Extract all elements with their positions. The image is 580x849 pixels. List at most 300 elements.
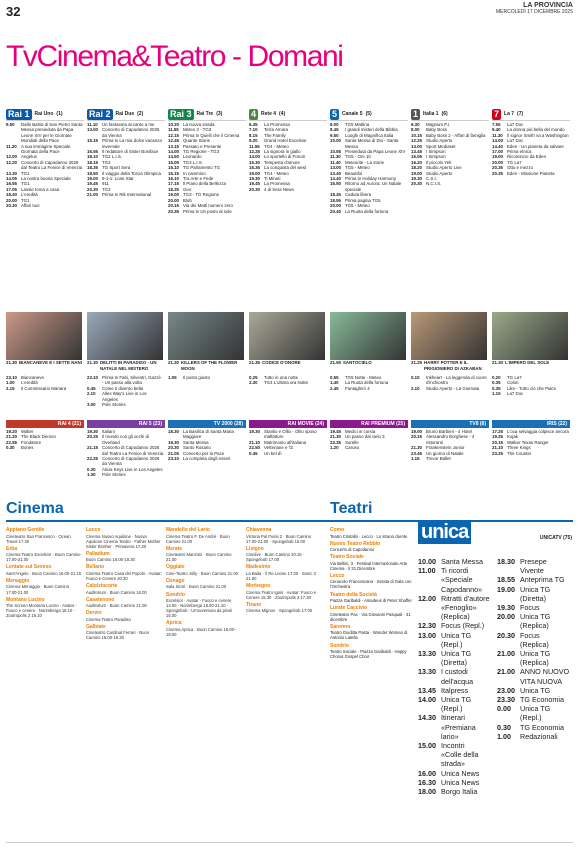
program-time: 19.30 (87, 429, 98, 434)
theatre-listing: Via Bellini, 3 · Festival Internazionale Arte Cinema · Il 31 Dicembre (330, 560, 408, 571)
subchannel-number: (24) (315, 421, 324, 427)
program-title: Come ti divento bella (102, 385, 144, 391)
unica-row (418, 778, 493, 787)
unica-row (418, 631, 493, 649)
program-time: 20.35 (492, 165, 503, 171)
venue-town: Montano Lucino (6, 596, 45, 603)
venue-listing: Cinema Mignon · Spongebob 17.00 (246, 608, 313, 614)
program-time: 14.00 (249, 154, 260, 160)
program-time: 12.00 (6, 154, 17, 160)
program-list (6, 429, 84, 451)
channel-name: La 7 (504, 111, 515, 117)
highlight-title: HARRY POTTER E IL PRIGIONIERO DI AZKABAN (424, 360, 482, 371)
venue-listing: Cinema Teatro Paradiso (86, 616, 131, 622)
program-title: TG1 (21, 170, 30, 176)
channel-name: Rai Due (115, 111, 135, 117)
highlight-time: 21.35 (249, 360, 260, 365)
program-time: 11.55 (249, 143, 260, 149)
unica-time: 19.30 (497, 603, 515, 613)
program-time: 23.10 (87, 375, 98, 380)
program-time: 19.25 (492, 434, 503, 440)
unica-program: «Fenoglio» (Replica) (441, 603, 477, 622)
cinema-column (6, 525, 82, 618)
program-title: A sua immagine Speciale Giornata della Pace (21, 143, 71, 155)
program-row (411, 181, 489, 186)
program-list (6, 122, 84, 209)
program-time: 23.45 (411, 450, 422, 456)
program-title: Via dei Matti numero zero (183, 203, 233, 209)
theatre-listing: Teatro Cristallo · Lecco · Lo strano cliente (330, 533, 408, 539)
program-time: 15.15 (168, 170, 179, 176)
program-title: Leonardo (183, 154, 202, 160)
program-title: TG2 (102, 159, 111, 165)
cinema-column (166, 525, 242, 637)
highlight-photo (6, 312, 82, 360)
program-time: 18.35 (87, 165, 98, 171)
highlight-time: 21.30 (492, 360, 503, 365)
unica-time: 12.00 (418, 593, 436, 603)
program-time: 6.45 (249, 122, 258, 127)
subchannel-number: (22) (558, 421, 567, 427)
program-title: I grandi misteri della Bibbia (345, 127, 398, 133)
program-time: 19.30 (411, 176, 422, 182)
channel-number: (3) (216, 111, 223, 117)
program-title: Caruso (345, 445, 360, 451)
paper-name: LA PROVINCIA (523, 2, 573, 9)
program-title: La compieta degli esseri (183, 456, 231, 462)
unica-logo: unica (418, 521, 471, 544)
late-program-list (411, 375, 487, 391)
program-row (87, 402, 163, 407)
footer-rule (6, 842, 573, 843)
program-title: TG4 - Meteo (264, 170, 289, 176)
theatre-listing: Teatro Giuditta Pasta · Wonder Woman di Antonio Latella (330, 630, 408, 641)
unica-program: I custodi dell'acqua (441, 667, 474, 686)
program-list (249, 122, 327, 192)
unica-program: Unica TG (Repl.) (520, 704, 551, 723)
program-time: 1.05 (168, 375, 177, 380)
program-time: 13.00 (87, 127, 98, 133)
venue-town: Tirano (246, 601, 262, 608)
program-title: Frankenstein Junior (426, 445, 465, 451)
program-title: Beautiful (345, 170, 363, 176)
channel-logo: 7 (494, 108, 500, 119)
channel-logo: Rai 3 (170, 108, 192, 119)
program-time: 19.00 (411, 429, 422, 434)
program-title: C.S.I. (426, 176, 437, 182)
page-number: 32 (6, 4, 21, 19)
program-title: The Family (264, 132, 286, 138)
program-title: Un fantasma accanto a me (102, 122, 155, 127)
program-time: 0.25 (249, 375, 258, 380)
unica-column (418, 557, 493, 796)
unica-row (497, 658, 572, 667)
highlight-program (87, 360, 163, 371)
program-title: TG5 - Meteo (345, 203, 370, 209)
program-title: Vetteriane e 'l2 (264, 445, 293, 451)
program-list (492, 122, 570, 176)
program-row (492, 451, 570, 456)
venue-town: Sondrio (166, 591, 185, 598)
program-row (411, 434, 489, 445)
program-title: Medici in corsia (345, 429, 376, 434)
program-row (492, 391, 568, 396)
program-title: La7 Doc (507, 138, 524, 144)
program-title: Geo (183, 186, 192, 192)
venue-town: Erba (6, 545, 18, 552)
program-title: La conquista del west (264, 165, 307, 171)
venue-listing: Cinema Aprica · Buon Camino 16.00-18.00 (166, 626, 236, 638)
program-time: 0.10 (411, 375, 420, 380)
venue-listing: Cinema Menaggio · Buon Camino 17.00-21.00 (6, 584, 70, 595)
unica-program: TG Economia (520, 695, 564, 705)
unica-row (418, 741, 493, 750)
venue-listing: Sant'Angelo · Buon Camino 16.00-21.15 (6, 570, 82, 576)
program-title: Il piccolo Yeti (426, 159, 452, 165)
program-title: TG5 - Meteo (345, 165, 370, 171)
venue-listing: Sala Sirori · Buon Camino 21.00 (166, 584, 227, 590)
program-time: 23.10 (6, 375, 17, 380)
program-time: 18.55 (330, 197, 341, 203)
venue-listing: Cinema Teatro Ignis · Avatar: Fuoco e Cenere 15.30 · Zootropolis 2 17.30 (246, 589, 317, 600)
cinema-listings (6, 525, 324, 830)
program-row (249, 380, 325, 385)
subchannel-header (492, 420, 570, 428)
program-time: 1.30 (87, 472, 96, 478)
program-title: Biancaneve (21, 375, 44, 380)
program-title: La7 Doc (507, 122, 524, 127)
program-time: 14.05 (6, 176, 17, 182)
program-title: La Promessa (264, 181, 290, 187)
theatre-name: Lurate Caccivio (330, 605, 368, 612)
theatre-listing: Piazza Garibaldi · Amadeus di Peter Shaffer (330, 598, 412, 604)
theatre-name: Saronno (330, 623, 351, 630)
program-title: Il viaggio della Torcia Olimpica (102, 170, 161, 176)
program-title: Ritorno ad Aurora: Un Natale speciale (345, 181, 402, 192)
program-title: La nuova strada (183, 122, 215, 127)
program-time: 1.00 (6, 380, 15, 386)
program-time: 9.20 (249, 138, 258, 144)
theatre-name: Como (330, 527, 345, 533)
program-title: Trevor Ballet (426, 456, 451, 462)
program-title: Eden - Missione Pianeta (507, 170, 555, 176)
program-time: 10.00 (330, 138, 341, 144)
subchannel-header (6, 420, 84, 428)
program-time: 12.45 (168, 138, 179, 144)
program-title: L'eredità (21, 192, 38, 198)
unica-program: Incontri (441, 741, 465, 751)
program-title: Colori (507, 380, 519, 386)
venue-listing: La Baita · Il Re Leone 17.00 · Sonic 3 21.00 (246, 570, 316, 581)
program-time: 9.40 (492, 127, 501, 133)
program-title: Santa Messa di Dio - Santa Messa (345, 138, 399, 149)
unica-time: 16.00 (418, 768, 436, 778)
unica-row (497, 723, 572, 732)
subchannel-header (168, 420, 246, 428)
highlight-photo (411, 312, 487, 360)
venue-town: Madesimo (246, 564, 271, 571)
program-title: Italiani (102, 429, 115, 434)
cinema-heading: Cinema (6, 500, 64, 517)
program-title: La nostra buona Speciale (21, 176, 71, 182)
program-title: Inkheart - La leggenda di cuore d'inchiostro (426, 375, 487, 386)
unica-time (418, 723, 441, 741)
channel-header (249, 108, 327, 121)
unica-time (418, 575, 441, 593)
program-title: Santo Rosario (183, 445, 211, 451)
program-time: 1.40 (330, 380, 339, 386)
unica-program: Focus (520, 630, 540, 640)
unica-program: (Diretta) (441, 658, 467, 668)
subchannel-column (330, 420, 408, 505)
venue-listing: Buon Camino 16.00-18.30 (86, 557, 135, 563)
highlight-title: CODICE D'ONORE (262, 360, 301, 365)
program-title: Alessandro Borghese - 4 ristoranti (426, 434, 475, 445)
unica-program: «Colle della strada» (441, 750, 479, 769)
program-time: 20.15 (411, 434, 422, 440)
unica-program: Unica TG (Repl.) (441, 695, 472, 714)
program-time: 20.15 (168, 203, 179, 209)
program-title: Alicia Keys Live in Los Angeles (102, 466, 163, 472)
program-time: 8.00 (330, 122, 339, 127)
unica-row (497, 557, 572, 575)
program-time: 11.55 (168, 127, 179, 133)
program-title: 911 (102, 181, 109, 187)
unica-program: TG Economia (520, 722, 564, 732)
program-title: Prima tv La mia dolce vacanza invernale (102, 138, 162, 149)
program-title: Tutto in una notte (264, 375, 299, 380)
program-time: 7.55 (492, 122, 501, 127)
unica-row (418, 713, 493, 722)
theatre-listing: Cenacolo Francescano · Serata di Gala con l'Orchestra (330, 579, 412, 590)
program-title: Walker Texas Ranger (507, 439, 549, 445)
unica-row (497, 649, 572, 658)
program-row (168, 456, 246, 461)
highlight-photo (330, 312, 406, 360)
teatri-heading: Teatri (330, 500, 373, 517)
channel-header (168, 108, 246, 121)
program-row (330, 445, 408, 450)
program-list (330, 122, 408, 214)
unica-time (497, 621, 520, 630)
highlight-title: SANTOCIELO (343, 360, 372, 365)
venue-town: Oggiate (166, 564, 185, 571)
unica-row (497, 612, 572, 621)
program-title: Studio Aperto - La Giornata (426, 385, 480, 391)
unica-time (497, 594, 520, 603)
channel-header (411, 108, 489, 121)
program-title: Otto e mezzo (507, 165, 534, 171)
theatre-listing: Cineteatro Pax · Via Giovanni Pasquali · 31 dicembre (330, 611, 411, 622)
program-time: 20.30 (249, 186, 260, 192)
cinema-column (246, 525, 322, 613)
program-time: 21.15 (87, 445, 98, 451)
highlight-time: 21.30 (168, 360, 179, 365)
program-time: 0.35 (492, 380, 501, 386)
unica-row (418, 658, 493, 667)
program-title: Lassie torna a casa (21, 186, 60, 192)
program-title: La Promessa (264, 122, 290, 127)
program-row (87, 375, 163, 386)
program-title: Il posto giusto (183, 375, 211, 380)
venue-town: Appiano Gentile (6, 527, 45, 533)
unica-row (418, 695, 493, 713)
unica-time: 14.30 (418, 713, 436, 723)
unica-time: 12.30 (418, 621, 436, 631)
subchannel-column (492, 420, 570, 505)
page-title: TvCinema&Teatro - Domani (6, 40, 343, 73)
unica-time: 15.00 (418, 741, 436, 751)
program-title: Santa Messa (183, 439, 209, 445)
channel-number: (2) (137, 111, 144, 117)
subchannel-header (249, 420, 327, 428)
program-time: 21.30 (330, 434, 341, 440)
program-title: Passato e Presente (183, 143, 222, 149)
subchannel-header (411, 420, 489, 428)
late-program-list (168, 375, 244, 380)
program-title: Prima tv Un posto al sole (183, 208, 232, 214)
venue-town: Menaggio (6, 577, 30, 584)
program-title: The Black Demon (21, 434, 56, 440)
program-time: 8.00 (411, 127, 420, 133)
unica-time: 16.30 (418, 777, 436, 787)
program-time: 21.00 (87, 192, 98, 198)
program-time: 0.30 (87, 466, 96, 472)
program-title: Studio Aperto (426, 170, 453, 176)
program-list (492, 429, 570, 456)
unica-time: 19.00 (497, 584, 515, 594)
program-title: Matrimonio all'italiana (264, 439, 307, 445)
program-title: Presieduta da Papa Leone XIV (345, 149, 406, 155)
program-title: TG4 L'ultima ora Notte (264, 380, 309, 386)
program-time: 7.10 (249, 127, 258, 133)
unica-time: 21.00 (497, 649, 515, 659)
venue-listing: Auditorium · Buon Camino 21.00 (86, 603, 147, 609)
program-time: 19.20 (6, 429, 17, 434)
program-time: 2.15 (6, 385, 15, 391)
venue-listing: Cinema Teatro Excelsior · Buon Camino 17.00-21.00 (6, 552, 81, 563)
highlight-title: BIANCANEVE E I SETTE NANI (19, 360, 82, 365)
program-title: Il Piano della Bellezza (183, 181, 226, 187)
program-title: Studio Aperto (426, 138, 453, 144)
program-title: TG Sport Sera (102, 165, 131, 171)
program-time: 20.00 (168, 197, 179, 203)
venue-town: Aprica (166, 620, 182, 627)
venue-town: Mandello del Lario (166, 527, 210, 533)
subchannel-number: (28) (234, 421, 243, 427)
program-title: 4 di Sera News (264, 186, 294, 192)
unica-program: Unica TG (520, 649, 551, 659)
program-title: TG Regione - TG3 (183, 149, 220, 155)
subchannel-column (6, 420, 84, 505)
program-title: TG5 - Ore 10 (345, 154, 371, 160)
program-title: Il signor Smith va a Washington (507, 132, 569, 138)
program-list (411, 122, 489, 187)
subchannel-column (249, 420, 327, 505)
program-title: Prima tv Fabi, Silvestri, Gazzè - Un passo alla volta (102, 375, 161, 386)
program-time: 8.15 (249, 132, 258, 138)
unica-program: Italpress (441, 685, 469, 695)
unica-row (497, 594, 572, 603)
highlight-photo (168, 312, 244, 360)
channel-header (492, 108, 570, 121)
program-title: La donna più bella del mondo (507, 127, 565, 133)
venue-town: Lentate sul Seveso (6, 564, 52, 571)
program-title: 9-1-1: Lone Star (102, 176, 134, 182)
program-list (87, 122, 165, 198)
program-time: 20.40 (330, 208, 341, 214)
unica-program: Unica News (441, 777, 480, 787)
program-title: Un giorno di Natale (426, 450, 464, 456)
program-time: 16.55 (6, 181, 17, 187)
program-row (411, 386, 487, 391)
venue-town: Morbegno (246, 583, 271, 590)
program-time: 20.00 (330, 203, 341, 209)
program-time: 21.05 (168, 450, 179, 456)
program-title: Tra Arte e Fede (183, 176, 214, 182)
program-time: 11.30 (492, 132, 503, 138)
theatre-name: Teatro Sociale (330, 554, 364, 561)
program-title: Ti Minuti (264, 176, 281, 182)
late-program-list (6, 375, 82, 391)
theatre-listing: Teatro Sociale · Piazza Garibaldi · Happy Chorus Gospel Choir (330, 649, 407, 660)
program-time: 23.25 (492, 450, 503, 456)
venue-town: Casatenovo (86, 596, 115, 603)
program-time: 20.25 (87, 434, 98, 440)
unica-time: 13.30 (418, 667, 436, 677)
program-time: 13.30 (6, 170, 17, 176)
subchannel-name: RAI 5 (138, 421, 152, 427)
subchannel-number: (25) (396, 421, 405, 427)
highlight-program (411, 360, 487, 371)
channel-name: Rai Uno (34, 111, 54, 117)
unica-program: Unica TG (Repl.) (441, 630, 472, 649)
theatre-listing: Concerto di Capodanno (330, 547, 375, 553)
venue-listing: Cinema Teatro Casa del Popolo · Avatar: Fuoco e Cenere 20.30 (86, 570, 162, 581)
program-time: 12.25 (411, 138, 422, 144)
program-title: TG5 Notte - Meteo (345, 375, 382, 380)
program-time: 17.15 (168, 181, 179, 187)
program-time: 0.30 (6, 445, 15, 451)
subchannel-number: (21) (72, 421, 81, 427)
unica-row (497, 732, 572, 741)
unica-time (418, 603, 441, 621)
program-title: Dalle Bahia di San Pietro Santa Messa presieduta da Papa Leone XIV per le Giornate Mondiali della Pace (21, 122, 83, 144)
program-time: 19.30 (249, 176, 260, 182)
program-row (87, 127, 165, 138)
cinema-column (86, 525, 162, 641)
venue-listing: Cinelive · Buon Camino 20.15 · Spongebob 17.00 (246, 552, 305, 563)
program-time: 14.00 (168, 149, 179, 155)
program-time: 8.45 (330, 127, 339, 133)
channel-logo: 5 (332, 108, 338, 119)
highlight-program (330, 360, 406, 366)
program-time: 2.30 (249, 380, 258, 386)
program-time: 17.00 (492, 149, 503, 155)
program-title: Concerto di Capodanno 2026 da Vienna (102, 456, 160, 467)
program-time: 22.55 (6, 439, 17, 445)
program-title: Magnum P.I. (426, 122, 451, 127)
program-time: 9.50 (6, 122, 15, 127)
unica-time: 0.00 (497, 704, 511, 714)
unica-time: 23.30 (497, 695, 515, 705)
subchannel-name: RAI PREMIUM (361, 421, 395, 427)
unica-row (497, 667, 572, 685)
venue-listing: Cineteatro San Francesco · Ocean Travel 17.30 (6, 533, 71, 544)
program-title: Il Commissario Manara (21, 385, 67, 391)
late-program-list (330, 375, 406, 391)
subchannel-name: IRIS (546, 421, 557, 427)
